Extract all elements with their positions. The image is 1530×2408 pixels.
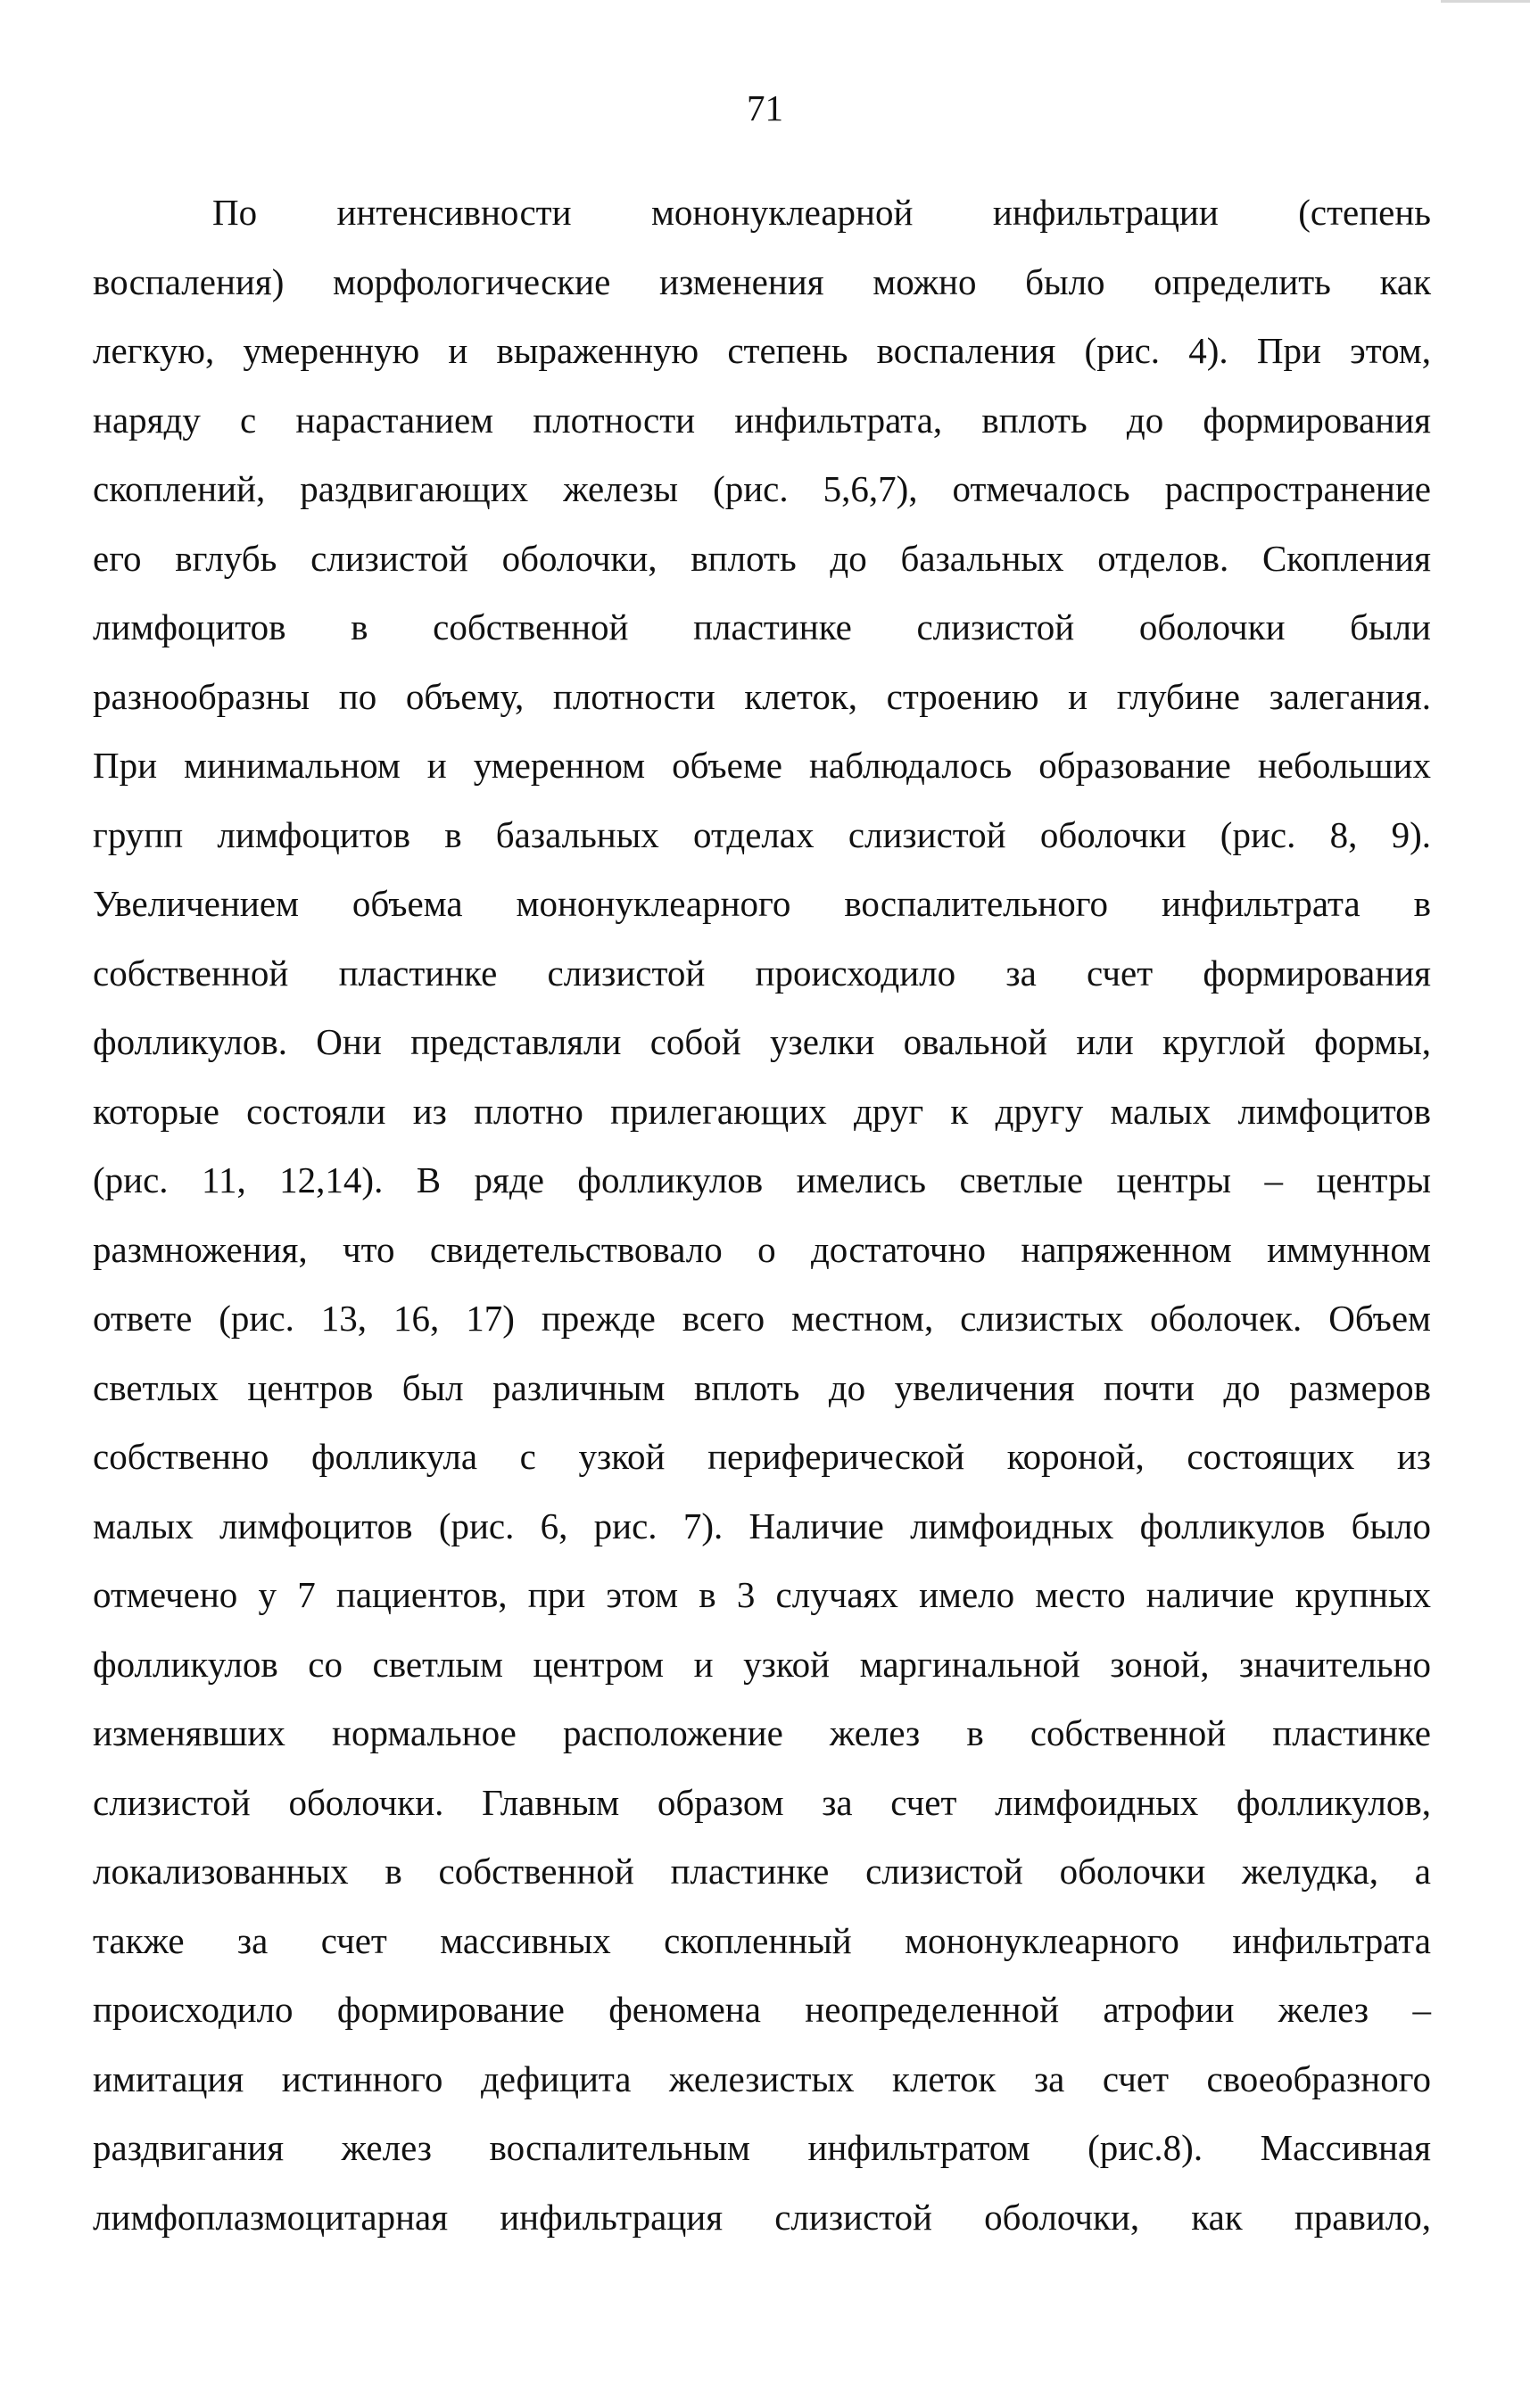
text-line: При минимальном и умеренном объеме наблюдалось образование небольших — [93, 745, 1431, 786]
text-line: собственной пластинке слизистой происходило за счет формирования — [93, 952, 1431, 994]
text-line: раздвигания желез воспалительным инфильтратом (рис.8). Массивная — [93, 2127, 1431, 2168]
text-line: скоплений, раздвигающих железы (рис. 5,6,7), отмечалось распространение — [93, 468, 1431, 509]
text-line: локализованных в собственной пластинке слизистой оболочки желудка, а — [93, 1851, 1431, 1892]
text-line: групп лимфоцитов в базальных отделах слизистой оболочки (рис. 8, 9). — [93, 813, 1431, 855]
text-line: наряду с нарастанием плотности инфильтрата, вплоть до формирования — [93, 399, 1431, 441]
text-line: малых лимфоцитов (рис. 6, рис. 7). Наличие лимфоидных фолликулов было — [93, 1505, 1431, 1546]
text-line: фолликулов со светлым центром и узкой маргинальной зоной, значительно — [93, 1643, 1431, 1685]
text-line: слизистой оболочки. Главным образом за счет лимфоидных фолликулов, — [93, 1781, 1431, 1823]
text-line: легкую, умеренную и выраженную степень воспаления (рис. 4). При этом, — [93, 330, 1431, 371]
text-line: По интенсивности мононуклеарной инфильтрации (степень — [212, 192, 1431, 233]
text-line: также за счет массивных скопленный мононуклеарного инфильтрата — [93, 1919, 1431, 1961]
text-line: его вглубь слизистой оболочки, вплоть до базальных отделов. Скопления — [93, 537, 1431, 579]
text-line: отмечено у 7 пациентов, при этом в 3 случаях имело место наличие крупных — [93, 1574, 1431, 1615]
text-line: светлых центров был различным вплоть до увеличения почти до размеров — [93, 1366, 1431, 1408]
text-line: (рис. 11, 12,14). В ряде фолликулов имелись светлые центры – центры — [93, 1159, 1431, 1200]
text-line: собственно фолликула с узкой периферической короной, состоящих из — [93, 1436, 1431, 1477]
text-line: воспаления) морфологические изменения можно было определить как — [93, 260, 1431, 302]
text-line: происходило формирование феномена неопределенной атрофии желез – — [93, 1989, 1431, 2030]
text-line: Увеличением объема мононуклеарного воспалительного инфильтрата в — [93, 883, 1431, 924]
text-line: ответе (рис. 13, 16, 17) прежде всего местном, слизистых оболочек. Объем — [93, 1298, 1431, 1339]
text-line: лимфоплазмоцитарная инфильтрация слизистой оболочки, как правило, — [93, 2196, 1431, 2238]
text-line: размножения, что свидетельствовало о достаточно напряженном иммунном — [93, 1228, 1431, 1270]
scan-edge-mark — [1441, 0, 1530, 3]
text-line: лимфоцитов в собственной пластинке слизистой оболочки были — [93, 606, 1431, 647]
page-number: 71 — [747, 87, 783, 128]
text-line: разнообразны по объему, плотности клеток, строению и глубине залегания. — [93, 675, 1431, 717]
text-line: фолликулов. Они представляли собой узелки овальной или круглой формы, — [93, 1021, 1431, 1062]
body-paragraph — [93, 178, 1431, 2252]
text-line: изменявших нормальное расположение желез в собственной пластинке — [93, 1712, 1431, 1753]
text-line: которые состояли из плотно прилегающих друг к другу малых лимфоцитов — [93, 1090, 1431, 1132]
text-line: имитация истинного дефицита железистых клеток за счет своеобразного — [93, 2058, 1431, 2099]
